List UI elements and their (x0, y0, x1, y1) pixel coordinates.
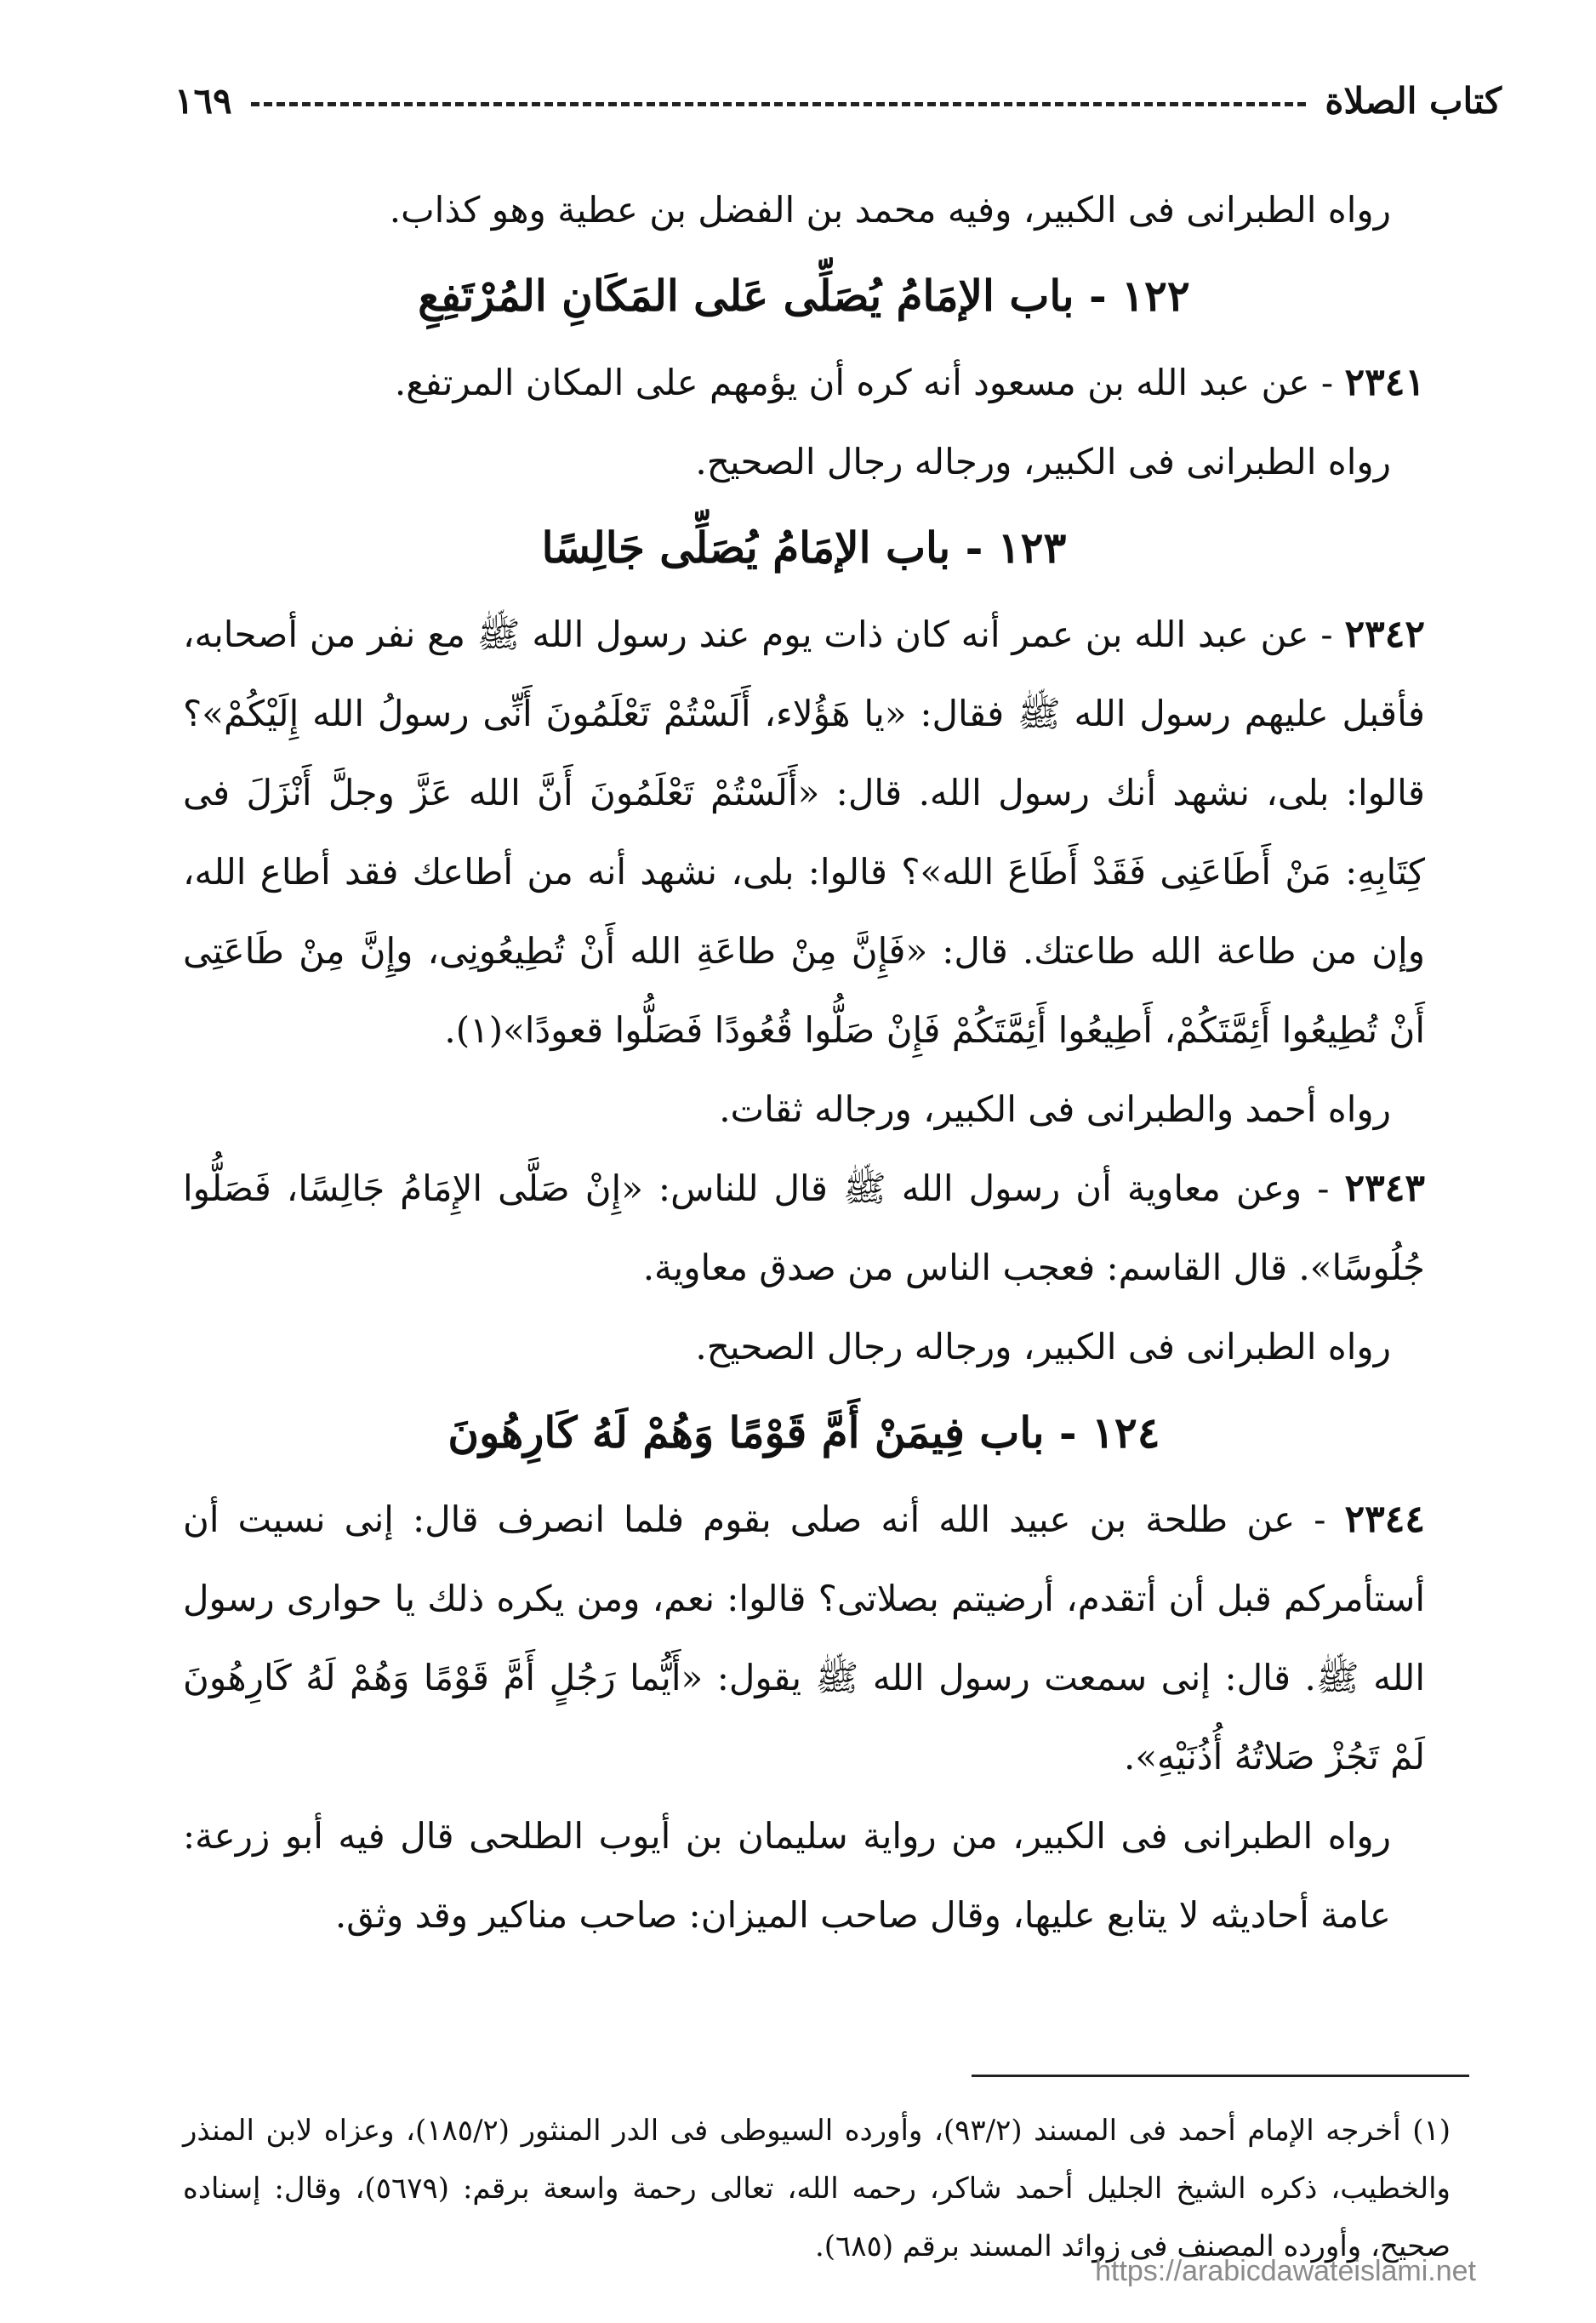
footnote-divider (972, 2075, 1469, 2077)
hadith-paragraph: ٢٣٤٢ - عن عبد الله بن عمر أنه كان ذات يوم عند رسول الله ﷺ مع نفر من أصحابه، فأقبل عليهم رسول الله ﷺ فقال: «يا هَؤُلاء، أَلَسْتُمْ تَعْلَمُونَ أَنِّى رسولُ الله إِلَيْكُمْ»؟ قالوا: بلى، نشهد أنك رسول الله. قال: «أَلَسْتُمْ تَعْلَمُونَ أَنَّ الله عَزَّ وجلَّ أَنْزَلَ فى كِتَابِهِ: مَنْ أَطَاعَنِى فَقَدْ أَطَاعَ الله»؟ قالوا: بلى، نشهد أنه من أطاعك فقد أطاع الله، وإن من طاعة الله طاعتك. قال: «فَإِنَّ مِنْ طاعَةِ الله أَنْ تُطِيعُونِى، وإِنَّ مِنْ طَاعَتِى أَنْ تُطِيعُوا أَئِمَّتَكُمْ، أَطِيعُوا أَئِمَّتَكُمْ فَإِنْ صَلُّوا قُعُودًا فَصَلُّوا قعودًا»(١). (183, 613, 1425, 1051)
chapter-heading: ١٢٤ - باب فِيمَنْ أَمَّ قَوْمًا وَهُمْ لَهُ كَارِهُونَ (447, 1407, 1160, 1458)
footnotes (183, 2102, 1451, 2275)
hadith-paragraph: ٢٣٤٤ - عن طلحة بن عبيد الله أنه صلى بقوم فلما انصرف قال: إنى نسيت أن أستأمركم قبل أن أتقدم، أرضيتم بصلاتى؟ قالوا: نعم، ومن يكره ذلك يا حوارى رسول الله ﷺ. قال: إنى سمعت رسول الله ﷺ يقول: «أَيُّما رَجُلٍ أَمَّ قَوْمًا وَهُمْ لَهُ كَارِهُونَ لَمْ تَجُزْ صَلاتُهُ أُذُنَيْهِ». (183, 1498, 1425, 1778)
source-note: رواه الطبرانى فى الكبير، ورجاله رجال الصحيح. (695, 1326, 1391, 1367)
book-title: كتاب الصلاة (1325, 79, 1502, 122)
source-note: رواه أحمد والطبرانى فى الكبير، ورجاله ثقات. (719, 1088, 1391, 1130)
page-number: ١٦٩ (174, 79, 232, 122)
source-note: رواه الطبرانى فى الكبير، وفيه محمد بن الفضل بن عطية وهو كذاب. (389, 189, 1391, 231)
chapter-heading: ١٢٢ - باب الإمَامُ يُصَلِّى عَلى المَكَانِ المُرْتَفِعِ (418, 271, 1190, 321)
watermark-url: https://arabicdawateislami.net (1095, 2255, 1476, 2287)
hadith-number: ٢٣٤٤ (1344, 1498, 1425, 1541)
hadith-number: ٢٣٤١ (1344, 361, 1425, 404)
page-header (174, 75, 1502, 126)
footnote-1: (١) أخرجه الإمام أحمد فى المسند (٩٣/٢)، وأورده السيوطى فى الدر المنثور (١٨٥/٢)، وعزاه لابن المنذر والخطيب، ذكره الشيخ الجليل أحمد شاكر، رحمه الله، تعالى رحمة واسعة برقم: (٥٦٧٩)، وقال: إسناده صحيح، وأورده المصنف فى زوائد المسند برقم (٦٨٥). (183, 2114, 1451, 2263)
hadith-paragraph: ٢٣٤١ - عن عبد الله بن مسعود أنه كره أن يؤمهم على المكان المرتفع. (394, 361, 1425, 404)
hadith-number: ٢٣٤٣ (1344, 1167, 1425, 1210)
header-dash-rule (251, 102, 1307, 106)
hadith-number: ٢٣٤٢ (1344, 613, 1425, 656)
chapter-heading: ١٢٣ - باب الإمَامُ يُصَلِّى جَالِسًا (541, 522, 1067, 573)
hadith-paragraph: ٢٣٤٣ - وعن معاوية أن رسول الله ﷺ قال للناس: «إِنْ صَلَّى الإِمَامُ جَالِسًا، فَصَلُّوا جُلُوسًا». قال القاسم: فعجب الناس من صدق معاوية. (183, 1167, 1425, 1288)
page-body (183, 170, 1425, 1955)
source-note: رواه الطبرانى فى الكبير، من رواية سليمان بن أيوب الطلحى قال فيه أبو زرعة: عامة أحاديثه لا يتابع عليها، وقال صاحب الميزان: صاحب مناكير وقد وثق. (183, 1815, 1391, 1936)
source-note: رواه الطبرانى فى الكبير، ورجاله رجال الصحيح. (695, 441, 1391, 482)
